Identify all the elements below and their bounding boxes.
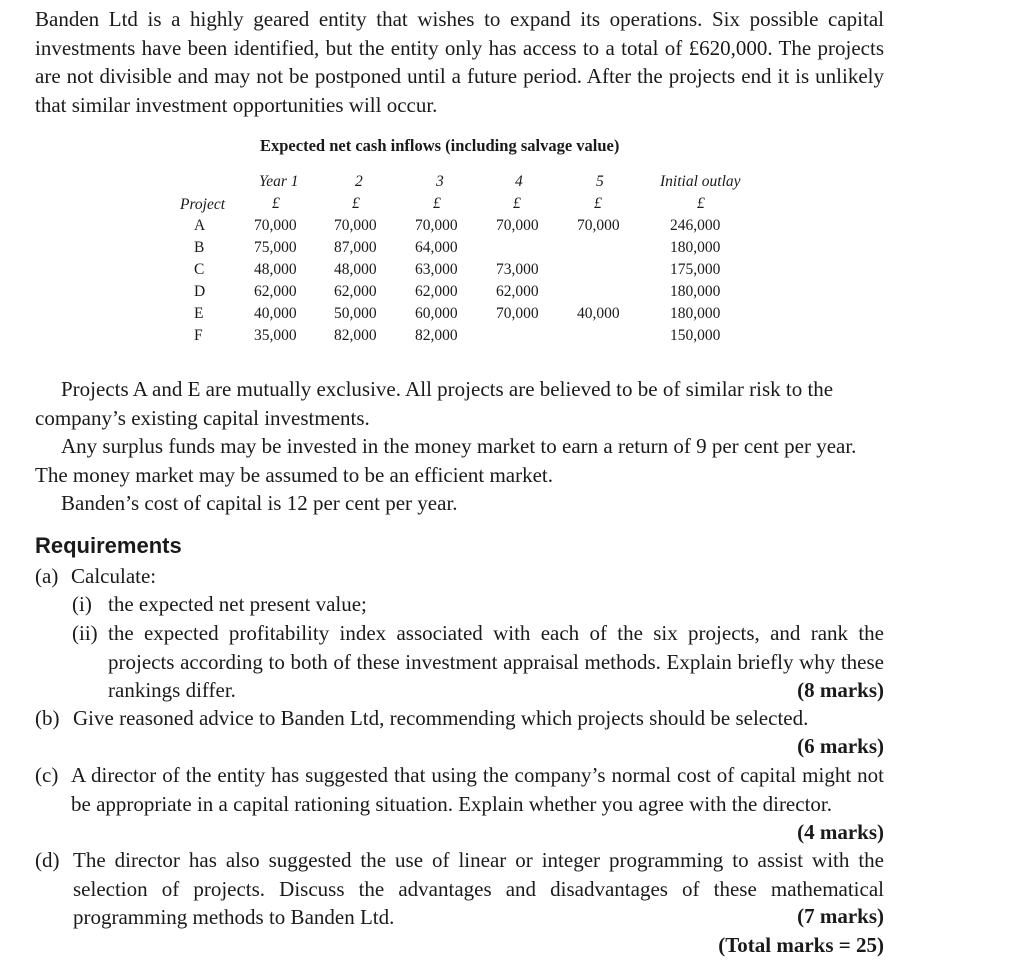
currency-year3: £ <box>433 195 441 212</box>
question-a-i-label: (i) <box>72 592 92 616</box>
question-b-marks: (6 marks) <box>797 734 884 758</box>
question-a-i <box>72 590 884 619</box>
currency-outlay: £ <box>697 195 705 212</box>
row-f-project: F <box>194 327 203 344</box>
currency-year2: £ <box>352 195 360 212</box>
col-header-year1: Year 1 <box>259 173 299 190</box>
question-a-ii-text: the expected profitability index associated with each of the six projects, and rank the projects according to both of these investment appraisal methods. Explain briefly why these rankings differ. <box>108 621 884 702</box>
row-a-y1: 70,000 <box>254 217 297 234</box>
question-a <box>35 562 884 591</box>
row-d-y3: 62,000 <box>415 283 458 300</box>
row-a-y4: 70,000 <box>496 217 539 234</box>
question-a-ii-label: (ii) <box>72 621 98 645</box>
context-paragraphs <box>35 375 884 518</box>
row-e-y5: 40,000 <box>577 305 620 322</box>
question-d-label: (d) <box>35 848 60 872</box>
question-c <box>35 761 884 818</box>
row-a-y2: 70,000 <box>334 217 377 234</box>
question-d <box>35 846 884 932</box>
requirements-heading: Requirements <box>35 533 182 558</box>
row-a-y5: 70,000 <box>577 217 620 234</box>
row-f-y3: 82,000 <box>415 327 458 344</box>
row-e-y2: 50,000 <box>334 305 377 322</box>
money-market-paragraph: Any surplus funds may be invested in the money market to earn a return of 9 per cent per year. The money market may be assumed to be an efficient market. <box>35 434 857 487</box>
question-d-marks: (7 marks) <box>797 904 884 928</box>
question-b <box>35 704 884 733</box>
row-c-y2: 48,000 <box>334 261 377 278</box>
col-header-year5: 5 <box>596 173 604 190</box>
row-d-outlay: 180,000 <box>670 283 721 300</box>
row-c-project: C <box>194 261 205 278</box>
row-d-y4: 62,000 <box>496 283 539 300</box>
row-f-outlay: 150,000 <box>670 327 721 344</box>
question-b-text: Give reasoned advice to Banden Ltd, recommending which projects should be selected. <box>73 706 809 730</box>
col-header-outlay: Initial outlay <box>660 173 741 190</box>
row-e-y1: 40,000 <box>254 305 297 322</box>
question-c-marks: (4 marks) <box>797 820 884 844</box>
row-c-y4: 73,000 <box>496 261 539 278</box>
row-a-y3: 70,000 <box>415 217 458 234</box>
question-a-label: (a) <box>35 564 59 588</box>
row-a-outlay: 246,000 <box>670 217 721 234</box>
cost-of-capital-paragraph: Banden’s cost of capital is 12 per cent per year. <box>61 491 458 515</box>
mutually-exclusive-paragraph: Projects A and E are mutually exclusive. All projects are believed to be of similar risk to the company’s existing capital investments. <box>35 377 834 430</box>
table-title: Expected net cash inflows (including salvage value) <box>260 136 620 155</box>
row-f-y2: 82,000 <box>334 327 377 344</box>
row-b-project: B <box>194 239 205 256</box>
question-a-i-text: the expected net present value; <box>108 592 367 616</box>
row-d-project: D <box>194 283 206 300</box>
question-d-text: The director has also suggested the use of linear or integer programming to assist with the selection of projects. Discuss the advantages and disadvantages of these mathematical programming methods to Banden Ltd. <box>73 848 884 929</box>
currency-year1: £ <box>272 195 280 212</box>
project-header: Project <box>180 196 226 213</box>
col-header-year2: 2 <box>355 173 363 190</box>
question-b-label: (b) <box>35 706 60 730</box>
row-c-outlay: 175,000 <box>670 261 721 278</box>
question-a-ii <box>72 619 884 705</box>
row-c-y1: 48,000 <box>254 261 297 278</box>
question-c-text: A director of the entity has suggested that using the company’s normal cost of capital might not be appropriate in a capital rationing situation. Explain whether you agree with the director. <box>71 763 884 816</box>
question-c-label: (c) <box>35 763 59 787</box>
row-b-outlay: 180,000 <box>670 239 721 256</box>
row-e-outlay: 180,000 <box>670 305 721 322</box>
currency-year5: £ <box>594 195 602 212</box>
row-e-y4: 70,000 <box>496 305 539 322</box>
row-b-y1: 75,000 <box>254 239 297 256</box>
col-header-year4: 4 <box>515 173 523 190</box>
row-b-y3: 64,000 <box>415 239 458 256</box>
question-a-text: Calculate: <box>71 564 157 588</box>
row-f-y1: 35,000 <box>254 327 297 344</box>
row-a-project: A <box>194 217 206 234</box>
total-marks: (Total marks = 25) <box>718 933 884 957</box>
intro-paragraph: Banden Ltd is a highly geared entity that wishes to expand its operations. Six possible capital investments have been identified, but the entity only has access to a total of £620,000. The projects are not divisible and may not be postponed until a future period. After the projects end it is unlikely that similar investment opportunities will occur. <box>35 7 884 117</box>
row-b-y2: 87,000 <box>334 239 377 256</box>
row-c-y3: 63,000 <box>415 261 458 278</box>
row-e-y3: 60,000 <box>415 305 458 322</box>
row-d-y2: 62,000 <box>334 283 377 300</box>
row-d-y1: 62,000 <box>254 283 297 300</box>
cash-flow-table <box>0 0 1014 360</box>
row-e-project: E <box>194 305 204 322</box>
currency-year4: £ <box>513 195 521 212</box>
question-a-marks: (8 marks) <box>797 678 884 702</box>
col-header-year3: 3 <box>436 173 444 190</box>
